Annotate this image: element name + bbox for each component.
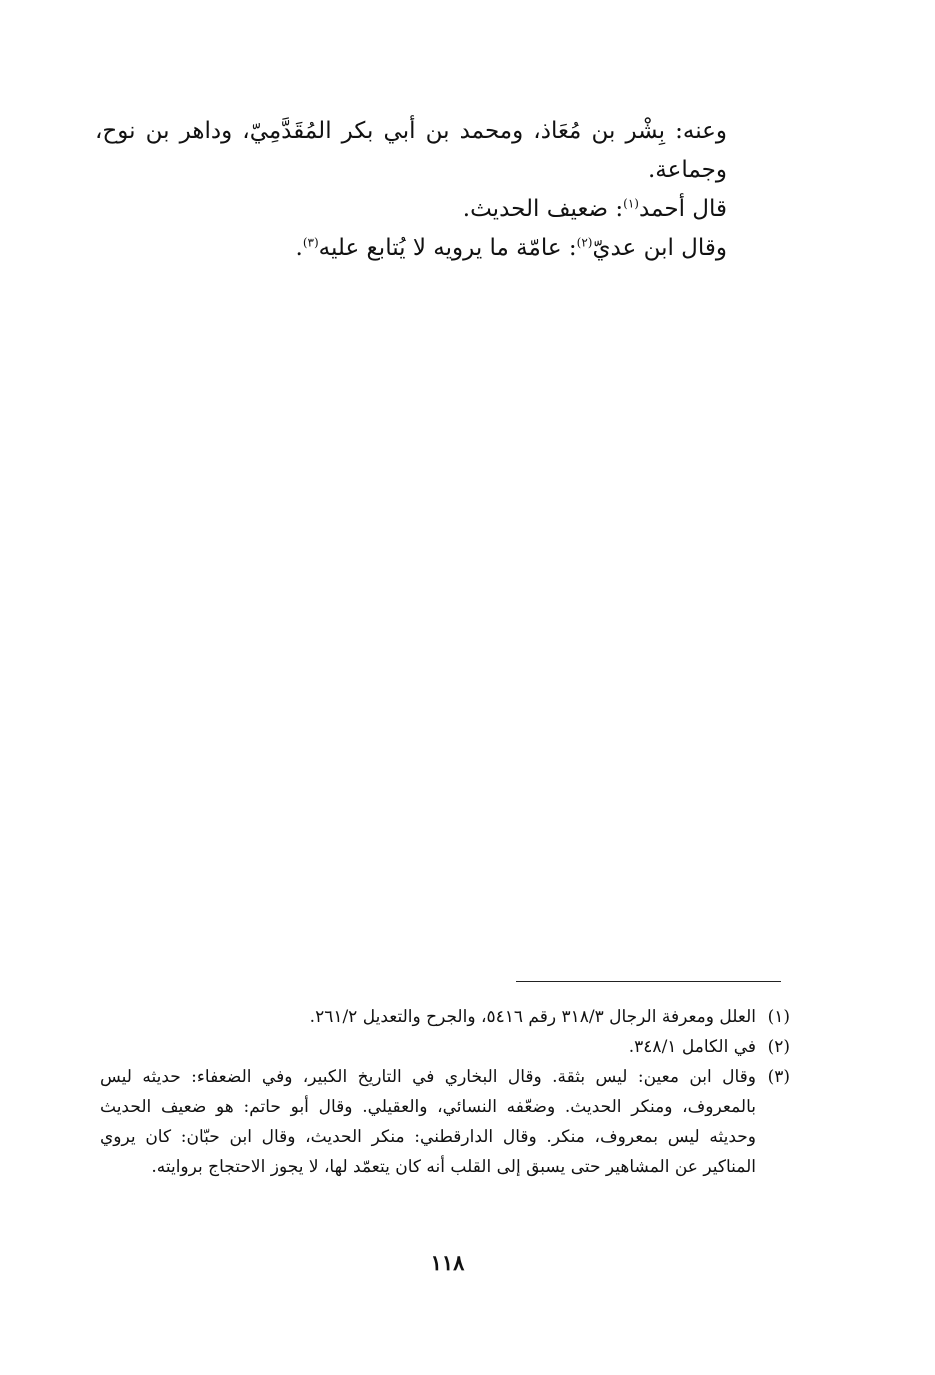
footnote-3-text: وقال ابن معين: ليس بثقة. وقال البخاري في التاريخ الكبير، وفي الضعفاء: حديثه ليس بالمعروف، ومنكر الحديث. وضعّفه النسائي، والعقيلي. وقال أبو حاتم: هو ضعيف الحديث وحديثه ليس بمعروف، منكر. وقال الدارقطني: منكر الحديث، وقال ابن حبّان: كان يروي المناكير عن المشاهير حتى يسبق إلى القلب أنه كان يتعمّد لها، لا يجوز الاحتجاج بروايته. <box>100 1067 756 1177</box>
ibn-adi-text-middle: : عامّة ما يرويه لا يُتابع عليه <box>318 235 577 261</box>
ahmad-text-after: : ضعيف الحديث. <box>462 196 624 222</box>
footnote-1-number: (١) <box>767 1007 790 1027</box>
footnote-ref-2[interactable]: (٢) <box>576 235 593 250</box>
page-number: ١١٨ <box>430 1250 465 1275</box>
footnote-1-text: العلل ومعرفة الرجال ٣١٨/٣ رقم ٥٤١٦، والجرح والتعديل ٢٦١/٢. <box>309 1007 756 1027</box>
ahmad-text-before: قال أحمد <box>638 196 727 222</box>
footnote-2-text: في الكامل ٣٤٨/١. <box>628 1037 756 1057</box>
paragraph-ahmad-opinion <box>95 190 785 229</box>
paragraph-ibn-adi-opinion <box>95 229 785 268</box>
footnote-3 <box>100 1062 790 1182</box>
main-text <box>95 112 785 268</box>
footnote-ref-3[interactable]: (٣) <box>302 235 319 250</box>
footnote-2 <box>100 1032 790 1062</box>
footnote-1 <box>100 1002 790 1032</box>
footnote-2-number: (٢) <box>767 1037 790 1057</box>
paragraph-students: وعنه: بِشْر بن مُعَاذ، ومحمد بن أبي بكر المُقَدَّمِيّ، وداهر بن نوح، وجماعة. <box>95 118 727 183</box>
footnote-separator <box>516 981 781 982</box>
footnotes-section <box>100 1002 790 1182</box>
ibn-adi-text-after: . <box>295 235 303 261</box>
footnote-3-number: (٣) <box>767 1067 790 1087</box>
footnote-ref-1[interactable]: (١) <box>623 196 639 211</box>
ibn-adi-text-before: وقال ابن عديّ <box>592 235 727 261</box>
